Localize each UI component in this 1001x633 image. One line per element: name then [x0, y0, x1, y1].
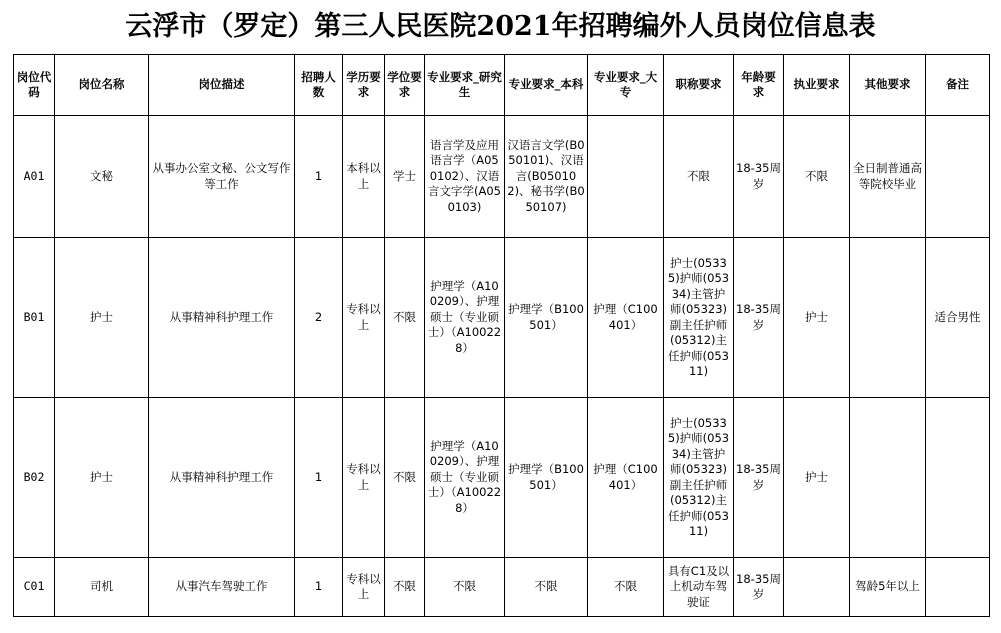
cell-age: 18-35周岁	[734, 238, 784, 398]
cell-title-req: 护士(05335)护师(05334)主管护师(05323)副主任护师(05312)主任护师(05311)	[664, 398, 734, 558]
header-major-grad: 专业要求_研究生	[425, 55, 505, 116]
cell-count: 2	[295, 238, 343, 398]
cell-code: B01	[14, 238, 55, 398]
cell-other: 全日制普通高等院校毕业	[850, 116, 926, 238]
cell-desc: 从事汽车驾驶工作	[149, 558, 295, 617]
header-age: 年龄要求	[734, 55, 784, 116]
table-row	[14, 238, 990, 398]
cell-edu: 本科以上	[343, 116, 385, 238]
cell-other: 驾龄5年以上	[850, 558, 926, 617]
cell-desc: 从事精神科护理工作	[149, 238, 295, 398]
cell-license: 护士	[784, 238, 850, 398]
cell-code: A01	[14, 116, 55, 238]
header-count: 招聘人数	[295, 55, 343, 116]
cell-degree: 学士	[385, 116, 425, 238]
header-note: 备注	[926, 55, 990, 116]
cell-desc: 从事办公室文秘、公文写作等工作	[149, 116, 295, 238]
cell-note: 适合男性	[926, 238, 990, 398]
cell-note	[926, 558, 990, 617]
cell-count: 1	[295, 398, 343, 558]
cell-note	[926, 398, 990, 558]
cell-major-college: 护理（C100401）	[588, 238, 664, 398]
header-title-req: 职称要求	[664, 55, 734, 116]
cell-title-req: 具有C1及以上机动车驾驶证	[664, 558, 734, 617]
cell-degree: 不限	[385, 558, 425, 617]
cell-license	[784, 558, 850, 617]
cell-code: C01	[14, 558, 55, 617]
table-row	[14, 558, 990, 617]
cell-note	[926, 116, 990, 238]
cell-other	[850, 238, 926, 398]
cell-degree: 不限	[385, 398, 425, 558]
header-major-college: 专业要求_大专	[588, 55, 664, 116]
cell-major-grad: 护理学（A100209）、护理硕士（专业硕士）（A100228）	[425, 398, 505, 558]
table-row	[14, 398, 990, 558]
cell-major-ug: 汉语言文学(B050101)、汉语言(B050102)、秘书学(B050107)	[505, 116, 588, 238]
header-code: 岗位代码	[14, 55, 55, 116]
cell-major-college: 护理（C100401）	[588, 398, 664, 558]
cell-edu: 专科以上	[343, 398, 385, 558]
cell-age: 18-35周岁	[734, 116, 784, 238]
cell-major-grad: 不限	[425, 558, 505, 617]
cell-degree: 不限	[385, 238, 425, 398]
cell-name: 护士	[55, 238, 149, 398]
table-row	[14, 116, 990, 238]
cell-edu: 专科以上	[343, 238, 385, 398]
cell-name: 护士	[55, 398, 149, 558]
cell-major-college: 不限	[588, 558, 664, 617]
cell-age: 18-35周岁	[734, 558, 784, 617]
cell-desc: 从事精神科护理工作	[149, 398, 295, 558]
table-header-row	[14, 55, 990, 116]
cell-age: 18-35周岁	[734, 398, 784, 558]
cell-major-grad: 护理学（A100209）、护理硕士（专业硕士）（A100228）	[425, 238, 505, 398]
cell-major-ug: 护理学（B100501）	[505, 398, 588, 558]
header-other: 其他要求	[850, 55, 926, 116]
page-title: 云浮市（罗定）第三人民医院2021年招聘编外人员岗位信息表	[125, 11, 876, 42]
header-degree: 学位要求	[385, 55, 425, 116]
cell-edu: 专科以上	[343, 558, 385, 617]
cell-license: 不限	[784, 116, 850, 238]
header-edu: 学历要求	[343, 55, 385, 116]
cell-major-college	[588, 116, 664, 238]
cell-count: 1	[295, 116, 343, 238]
cell-code: B02	[14, 398, 55, 558]
cell-major-ug: 护理学（B100501）	[505, 238, 588, 398]
header-major-ug: 专业要求_本科	[505, 55, 588, 116]
header-desc: 岗位描述	[149, 55, 295, 116]
header-license: 执业要求	[784, 55, 850, 116]
cell-license: 护士	[784, 398, 850, 558]
cell-title-req: 护士(05335)护师(05334)主管护师(05323)副主任护师(05312)主任护师(05311)	[664, 238, 734, 398]
cell-title-req: 不限	[664, 116, 734, 238]
cell-name: 司机	[55, 558, 149, 617]
cell-other	[850, 398, 926, 558]
cell-count: 1	[295, 558, 343, 617]
cell-major-ug: 不限	[505, 558, 588, 617]
job-table	[13, 54, 990, 617]
header-name: 岗位名称	[55, 55, 149, 116]
cell-name: 文秘	[55, 116, 149, 238]
cell-major-grad: 语言学及应用语言学（A050102）、汉语言文字学(A050103)	[425, 116, 505, 238]
